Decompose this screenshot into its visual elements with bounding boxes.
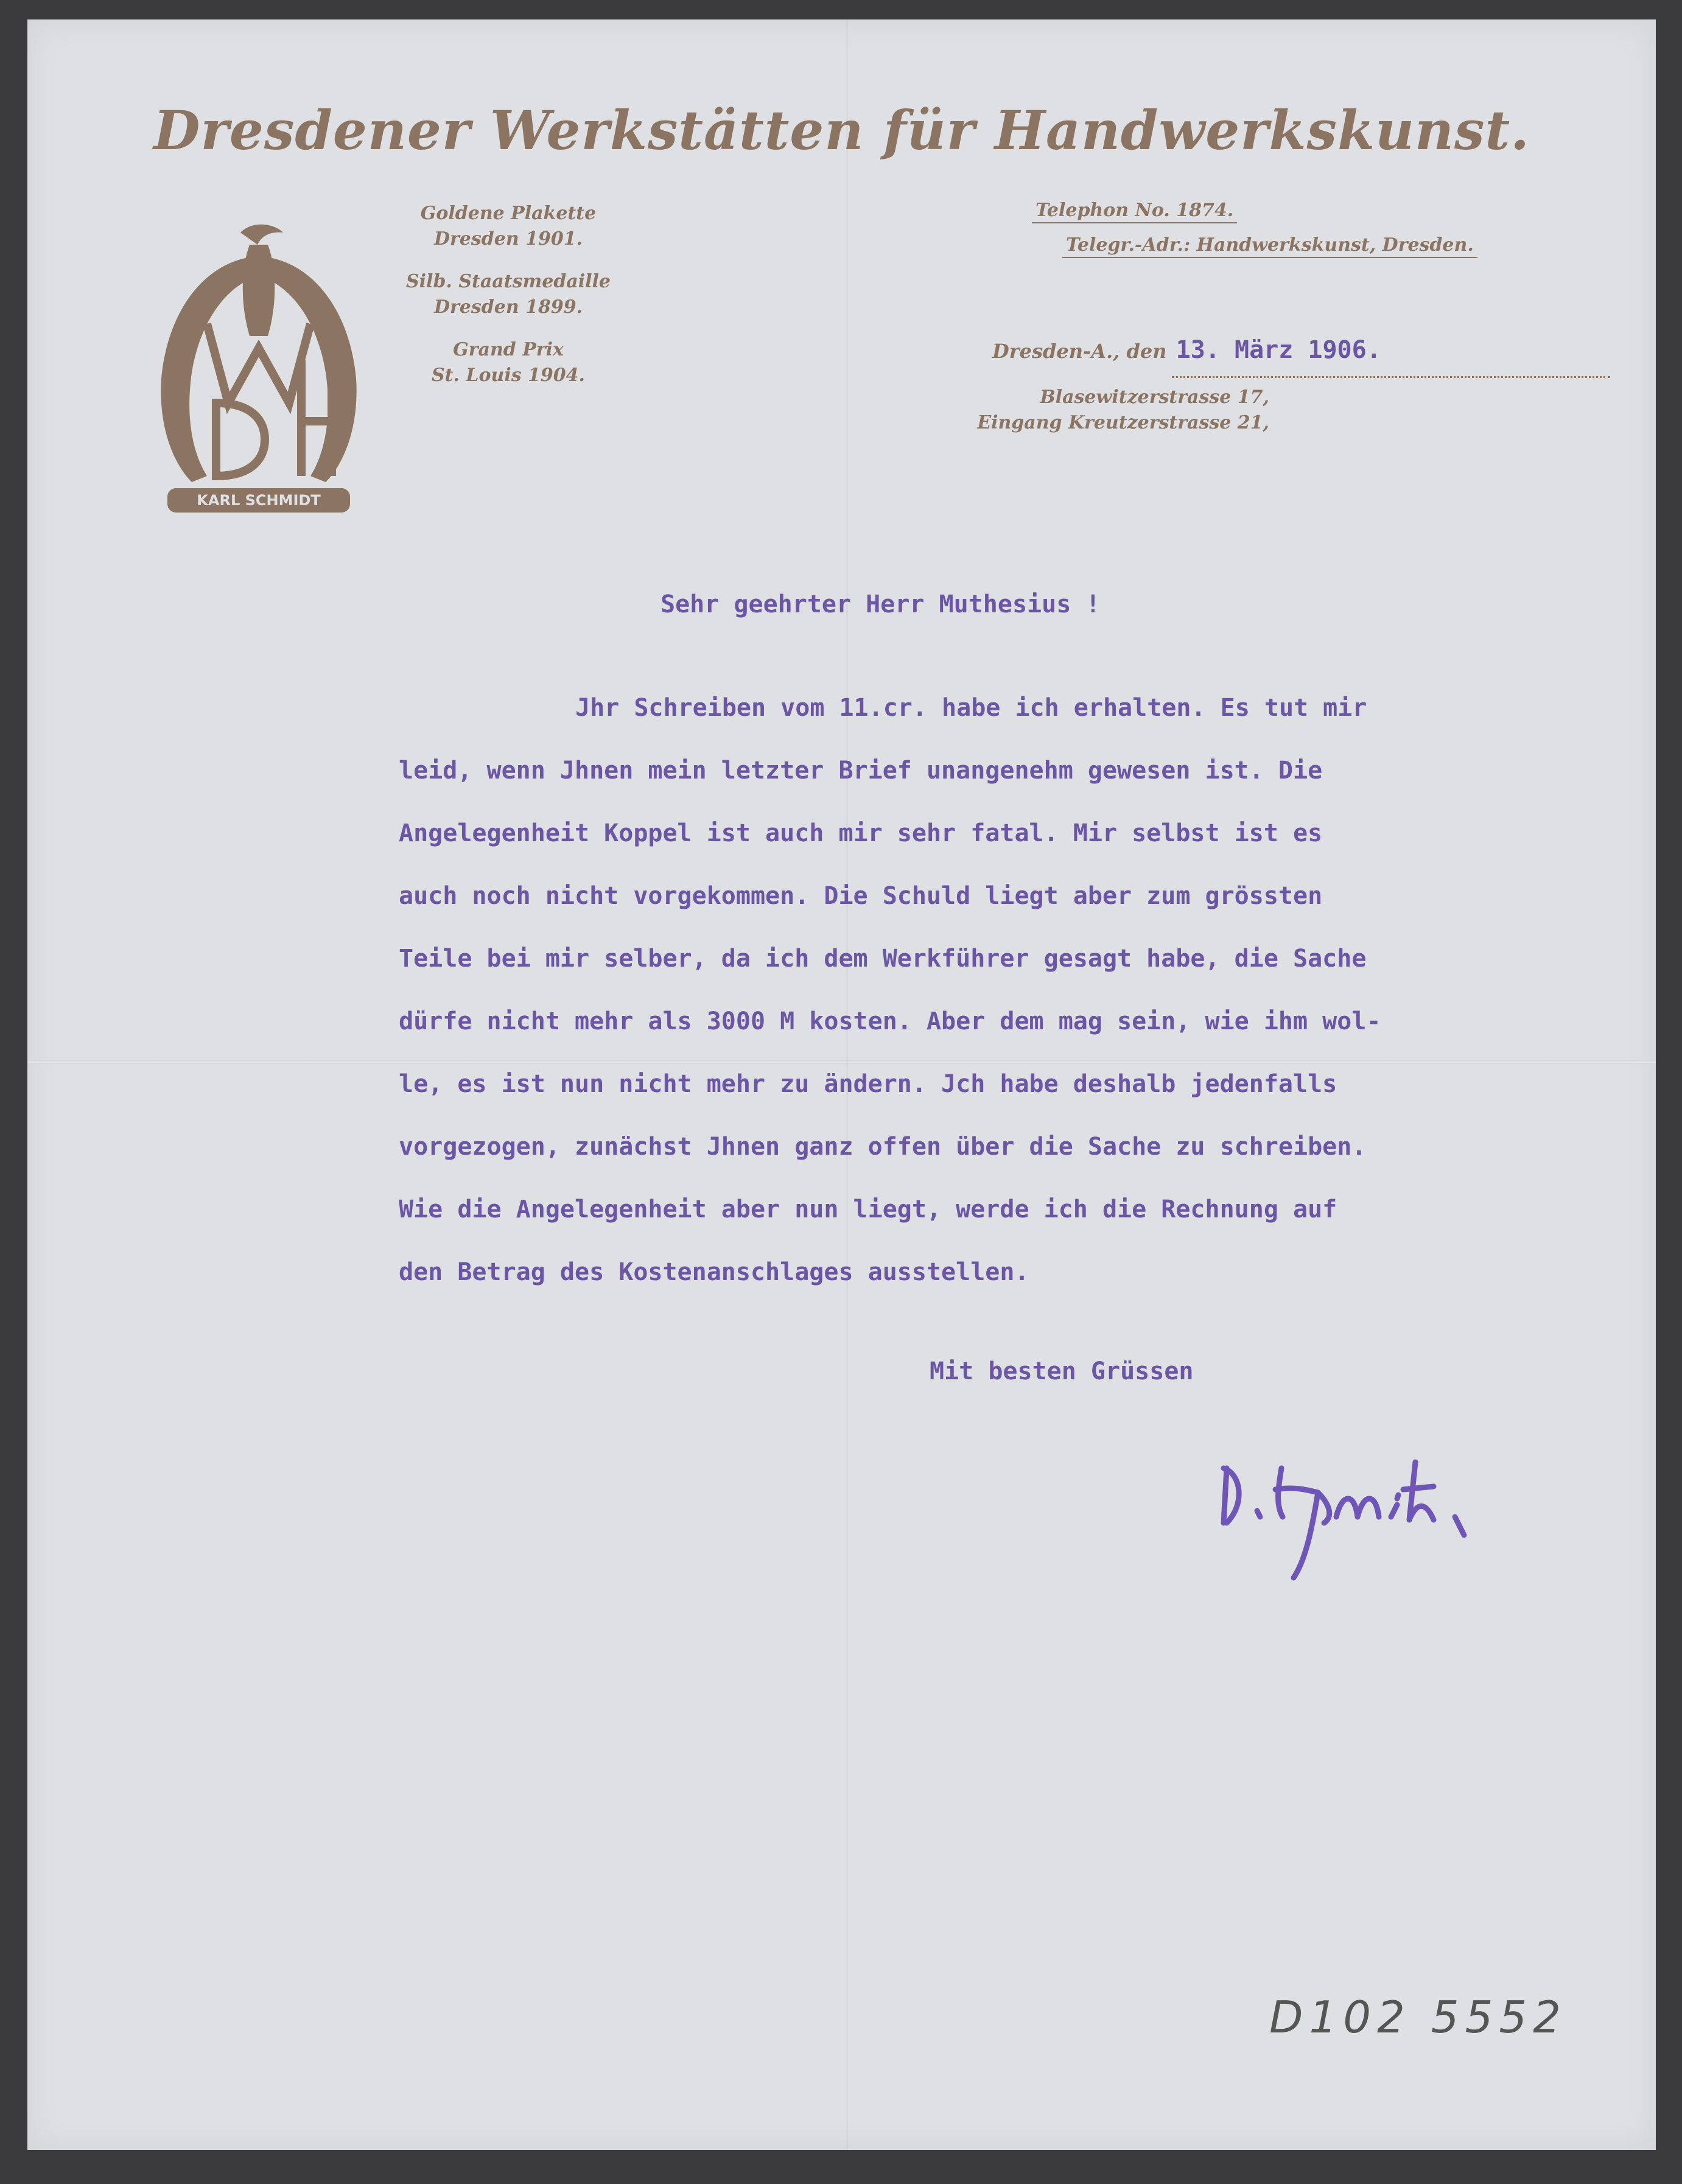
awards-block [380,201,636,405]
body-line: auch noch nicht vorgekommen. Die Schuld liegt aber zum grössten [399,882,1323,910]
body-line: Teile bei mir selber, da ich dem Werkführer gesagt habe, die Sache [399,945,1367,973]
award-title: Goldene Plakette [420,203,597,224]
award-title: Silb. Staatsmedaille [406,271,611,292]
body-line: leid, wenn Jhnen mein letzter Brief unangenehm gewesen ist. Die [399,757,1323,785]
dateline-place: Dresden-A., den [992,340,1167,363]
body-line: Angelegenheit Koppel ist auch mir sehr fatal. Mir selbst ist es [399,819,1323,847]
body-line: le, es ist nun nicht mehr zu ändern. Jch habe deshalb jedenfalls [399,1070,1337,1098]
award-item [380,337,636,388]
archive-number: D102 5552 [1269,1992,1567,2043]
handwritten-signature [1214,1432,1531,1590]
address-line: Blasewitzerstrasse 17, [1040,387,1269,408]
telegram-address: Telegr.-Adr.: Handwerkskunst, Dresden. [1062,234,1477,258]
body-line: Jhr Schreiben vom 11.cr. habe ich erhalten. Es tut mir [575,694,1367,722]
body-line: dürfe nicht mehr als 3000 M kosten. Aber dem mag sein, wie ihm wol- [399,1007,1381,1035]
address-block [880,385,1269,436]
award-place: St. Louis 1904. [432,365,585,386]
contact-block [977,194,1525,262]
company-logo [149,220,368,537]
closing: Mit besten Grüssen [930,1357,1194,1385]
body-line: Wie die Angelegenheit aber nun liegt, werde ich die Rechnung auf [399,1195,1337,1223]
letter-sheet [27,19,1656,2150]
award-title: Grand Prix [453,339,564,360]
award-place: Dresden 1899. [433,296,583,318]
logo-bird-body [243,245,275,336]
letterhead-title: Dresdener Werkstätten für Handwerkskunst. [153,99,1530,162]
body-line: vorgezogen, zunächst Jhnen ganz offen über die Sache zu schreiben. [399,1133,1367,1161]
body-line: den Betrag des Kostenanschlages ausstellen. [399,1258,1029,1286]
telephone-number: Telephon No. 1874. [1032,199,1237,223]
date-rule [1172,376,1610,378]
letter-body [399,677,1592,1304]
award-place: Dresden 1901. [433,228,583,250]
award-item [380,269,636,320]
award-item [380,201,636,252]
logo-bird-crest [240,225,283,245]
salutation: Sehr geehrter Herr Muthesius ! [661,590,1101,618]
logo-banner-text: KARL SCHMIDT [197,492,321,509]
dateline [992,336,1381,364]
address-line: Eingang Kreutzerstrasse 21, [977,412,1269,433]
letter-date: 13. März 1906. [1176,336,1381,364]
